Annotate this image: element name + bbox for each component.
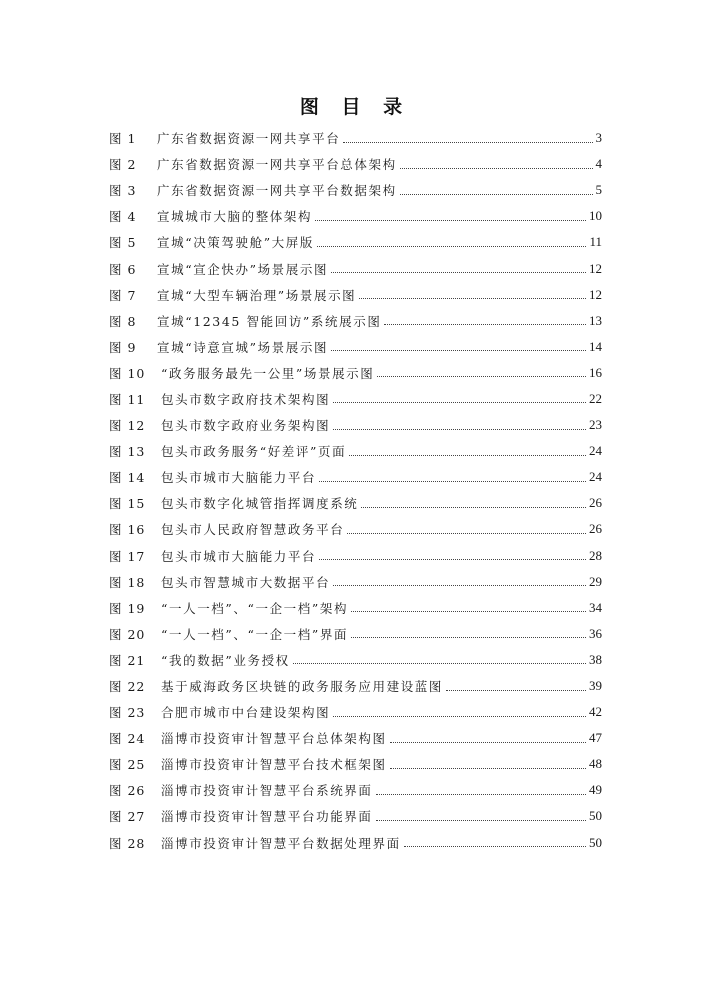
page-number: 14 — [589, 338, 602, 354]
figure-entry[interactable] — [109, 777, 602, 803]
figure-number: 图 14 — [109, 470, 146, 486]
figure-number: 图 27 — [109, 809, 146, 825]
dot-leader — [377, 376, 586, 377]
dot-leader — [359, 298, 586, 299]
figure-entry[interactable] — [109, 699, 602, 725]
figure-entry[interactable] — [109, 543, 602, 569]
dot-leader — [384, 324, 586, 325]
figure-entry[interactable] — [109, 177, 602, 203]
figure-caption: “一人一档”、“一企一档”界面 — [161, 626, 349, 642]
page-number: 3 — [595, 130, 602, 146]
dot-leader — [349, 455, 586, 456]
figure-entry[interactable] — [109, 255, 602, 281]
figure-number: 图 7 — [109, 287, 137, 303]
dot-leader — [331, 272, 586, 273]
dot-leader — [446, 690, 586, 691]
page-number: 29 — [589, 573, 602, 589]
figure-caption: 淄博市投资审计智慧平台总体架构图 — [161, 731, 387, 747]
figure-number: 图 21 — [109, 652, 146, 668]
figure-entry[interactable] — [109, 412, 602, 438]
figure-number: 图 22 — [109, 679, 146, 695]
figure-caption: 包头市智慧城市大数据平台 — [161, 574, 331, 590]
figure-entry[interactable] — [109, 803, 602, 829]
figure-number: 图 8 — [109, 313, 137, 329]
figure-entry[interactable] — [109, 334, 602, 360]
figure-entry[interactable] — [109, 830, 602, 856]
page-number: 24 — [589, 469, 602, 485]
figure-caption: 宣城“12345 智能回访”系统展示图 — [157, 313, 382, 329]
figure-number: 图 10 — [109, 365, 146, 381]
figure-entry[interactable] — [109, 621, 602, 647]
figure-number: 图 16 — [109, 522, 146, 538]
dot-leader — [390, 768, 586, 769]
page-title: 图 目 录 — [299, 96, 411, 118]
figure-caption: 淄博市投资审计智慧平台数据处理界面 — [161, 835, 401, 851]
figure-caption: 包头市城市大脑能力平台 — [161, 548, 317, 564]
figure-number: 图 5 — [109, 235, 137, 251]
figure-caption: 淄博市投资审计智慧平台功能界面 — [161, 809, 373, 825]
figure-number: 图 2 — [109, 157, 137, 173]
figure-entry[interactable] — [109, 569, 602, 595]
figure-entry[interactable] — [109, 647, 602, 673]
dot-leader — [351, 611, 586, 612]
figure-caption: 合肥市城市中台建设架构图 — [161, 705, 331, 721]
dot-leader — [351, 637, 586, 638]
figure-number: 图 1 — [109, 131, 137, 147]
figure-number: 图 20 — [109, 626, 146, 642]
figure-entry[interactable] — [109, 125, 602, 151]
dot-leader — [376, 794, 586, 795]
page-number: 48 — [589, 756, 602, 772]
figure-number: 图 24 — [109, 731, 146, 747]
figure-caption: 广东省数据资源一网共享平台总体架构 — [157, 157, 397, 173]
page-number: 16 — [589, 364, 602, 380]
figure-caption: 宣城“大型车辆治理”场景展示图 — [157, 287, 357, 303]
page-number: 12 — [589, 260, 602, 276]
page-number: 36 — [589, 625, 602, 641]
page-number: 10 — [589, 208, 602, 224]
dot-leader — [390, 742, 586, 743]
figure-caption: 包头市人民政府智慧政务平台 — [161, 522, 345, 538]
figure-entry[interactable] — [109, 308, 602, 334]
figure-number: 图 13 — [109, 444, 146, 460]
figure-entry[interactable] — [109, 438, 602, 464]
figure-number: 图 11 — [109, 391, 146, 407]
figure-entry[interactable] — [109, 595, 602, 621]
dot-leader — [315, 220, 586, 221]
figure-caption: 宣城城市大脑的整体架构 — [157, 209, 313, 225]
dot-leader — [333, 402, 586, 403]
figure-caption: 淄博市投资审计智慧平台系统界面 — [161, 783, 373, 799]
figure-caption: 宣城“宣企快办”场景展示图 — [157, 261, 329, 277]
dot-leader — [400, 168, 593, 169]
figure-entry[interactable] — [109, 490, 602, 516]
figure-caption: 包头市政务服务“好差评”页面 — [161, 444, 347, 460]
figure-entry[interactable] — [109, 282, 602, 308]
figure-entry[interactable] — [109, 725, 602, 751]
dot-leader — [361, 507, 586, 508]
page-number: 38 — [589, 651, 602, 667]
page-number: 49 — [589, 782, 602, 798]
page-number: 13 — [589, 312, 602, 328]
page-number: 26 — [589, 521, 602, 537]
dot-leader — [347, 533, 586, 534]
figure-number: 图 9 — [109, 339, 137, 355]
figure-number: 图 3 — [109, 183, 137, 199]
figure-caption: 包头市数字政府业务架构图 — [161, 418, 331, 434]
dot-leader — [404, 846, 586, 847]
figure-number: 图 4 — [109, 209, 137, 225]
page-number: 23 — [589, 417, 602, 433]
dot-leader — [333, 429, 586, 430]
page-number: 47 — [589, 730, 602, 746]
page-number: 26 — [589, 495, 602, 511]
dot-leader — [319, 559, 586, 560]
page-number: 24 — [589, 443, 602, 459]
figure-number: 图 17 — [109, 548, 146, 564]
figure-entry[interactable] — [109, 751, 602, 777]
figure-entry[interactable] — [109, 386, 602, 412]
dot-leader — [343, 142, 592, 143]
figure-entry[interactable] — [109, 360, 602, 386]
dot-leader — [319, 481, 586, 482]
figure-caption: 宣城“诗意宣城”场景展示图 — [157, 339, 329, 355]
figure-caption: “一人一档”、“一企一档”架构 — [161, 600, 349, 616]
figure-caption: 包头市城市大脑能力平台 — [161, 470, 317, 486]
figure-caption: “政务服务最先一公里”场景展示图 — [161, 365, 375, 381]
figure-caption: 包头市数字化城管指挥调度系统 — [161, 496, 359, 512]
page-number: 50 — [589, 834, 602, 850]
figure-list — [109, 125, 602, 856]
page-number: 22 — [589, 390, 602, 406]
figure-caption: 包头市数字政府技术架构图 — [161, 391, 331, 407]
figure-entry[interactable] — [109, 464, 602, 490]
page-number: 11 — [589, 234, 602, 250]
dot-leader — [317, 246, 586, 247]
figure-number: 图 23 — [109, 705, 146, 721]
figure-caption: 宣城“决策驾驶舱”大屏版 — [157, 235, 314, 251]
figure-number: 图 18 — [109, 574, 146, 590]
figure-number: 图 25 — [109, 757, 146, 773]
dot-leader — [333, 716, 586, 717]
page-number: 39 — [589, 678, 602, 694]
figure-number: 图 12 — [109, 418, 146, 434]
figure-entry[interactable] — [109, 151, 602, 177]
figure-number: 图 19 — [109, 600, 146, 616]
page-number: 50 — [589, 808, 602, 824]
figure-caption: 基于威海政务区块链的政务服务应用建设蓝图 — [161, 679, 444, 695]
figure-entry[interactable] — [109, 516, 602, 542]
page-number: 4 — [595, 156, 602, 172]
page-number: 12 — [589, 286, 602, 302]
dot-leader — [333, 585, 586, 586]
figure-number: 图 28 — [109, 835, 146, 851]
figure-entry[interactable] — [109, 673, 602, 699]
figure-number: 图 6 — [109, 261, 137, 277]
page-number: 5 — [595, 182, 602, 198]
figure-number: 图 26 — [109, 783, 146, 799]
page-number: 42 — [589, 704, 602, 720]
figure-caption: “我的数据”业务授权 — [161, 652, 290, 668]
figure-number: 图 15 — [109, 496, 146, 512]
page-number: 28 — [589, 547, 602, 563]
dot-leader — [400, 194, 593, 195]
figure-caption: 广东省数据资源一网共享平台 — [157, 131, 341, 147]
dot-leader — [293, 663, 586, 664]
figure-entry[interactable] — [109, 203, 602, 229]
dot-leader — [376, 820, 586, 821]
page-number: 34 — [589, 599, 602, 615]
figure-caption: 广东省数据资源一网共享平台数据架构 — [157, 183, 397, 199]
figure-caption: 淄博市投资审计智慧平台技术框架图 — [161, 757, 387, 773]
dot-leader — [331, 350, 586, 351]
figure-entry[interactable] — [109, 229, 602, 255]
